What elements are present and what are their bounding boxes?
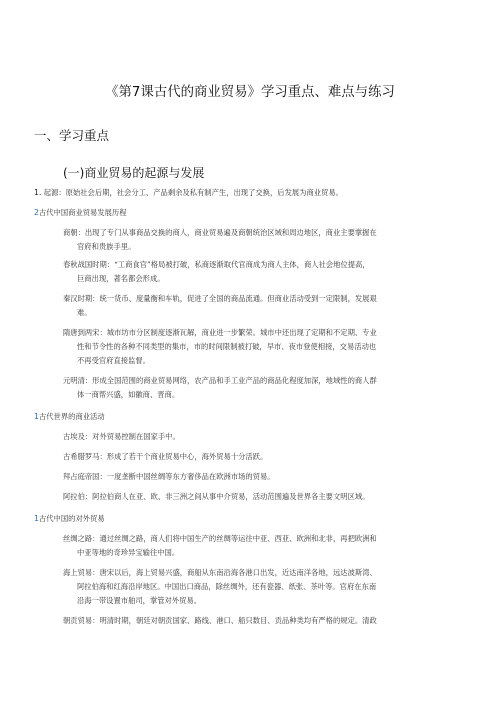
paragraph-line: 中亚等地的奇珍异宝输往中国。 [77, 548, 180, 557]
list-text: 古代世界的商业活动 [38, 412, 105, 421]
list-item-1 [34, 188, 343, 198]
paragraph-line: 沿海一带设置市舶司，掌管对外贸易。 [77, 596, 202, 605]
document-title: 《第7课古代的商业贸易》学习重点、难点与练习 [105, 85, 395, 100]
subsection-heading: (一)商业贸易的起源与发展 [63, 166, 205, 180]
paragraph-line: 春秋战国时期：“工商食官”格局被打破，私商逐渐取代官商成为商人主体，商人社会地位提高， [63, 260, 370, 269]
paragraph-line: 难。 [77, 308, 92, 317]
paragraph-line: 官府和贵族手里。 [77, 242, 136, 251]
list-number: 1 [34, 412, 39, 421]
paragraph-line: 拜占庭帝国：一度垄断中国丝绸等东方奢侈品在欧洲市场的贸易。 [63, 472, 275, 481]
paragraph-line: 古希腊罗马：形成了若干个商业贸易中心，海外贸易十分活跃。 [63, 452, 268, 461]
paragraph-line: 阿拉伯：阿拉伯商人在亚、欧、非三洲之间从事中介贸易，活动范围遍及世界各主要文明区域。 [63, 492, 370, 501]
paragraph-line: 隋唐到两宋：城市坊市分区制度逐渐瓦解，商业进一步繁荣。城市中还出现了定期和不定期、专业 [63, 328, 377, 337]
list-item-4 [34, 514, 105, 524]
list-number: 1 [34, 514, 39, 523]
list-text: 古代中国商业贸易发展历程 [38, 208, 127, 217]
paragraph-line: 体一商帮兴盛，如徽商、晋商。 [77, 390, 180, 399]
list-item-3 [34, 412, 105, 422]
list-number: 1. [34, 188, 42, 197]
section-heading: 一、学习重点 [34, 128, 110, 143]
paragraph-line: 丝绸之路：通过丝绸之路，商人们将中国生产的丝绸等运往中亚、西亚、欧洲和北非，再把欧洲和 [63, 534, 377, 543]
paragraph-line: 巨商出现，著名都会形成。 [77, 274, 165, 283]
paragraph-line: 不再受官府直接监督。 [77, 356, 150, 365]
list-item-2 [34, 208, 127, 218]
list-number: 2 [34, 208, 39, 217]
paragraph-line: 秦汉时期：统一货币、度量衡和车轨，促进了全国的商品流通。但商业活动受到一定限制，发展艰 [63, 294, 377, 303]
paragraph-line: 阿拉伯海和红海沿岸地区。中国出口商品，除丝绸外，还有瓷器、纸张、茶叶等。官府在东南 [77, 582, 377, 591]
paragraph-line: 朝贡贸易：明清时期，朝廷对朝贡国家、路线、港口、船只数目、贡品种类均有严格的规定。清政 [63, 616, 377, 625]
paragraph-line: 性和节令性的各种不同类型的集市，市的时间限制被打破，早市、夜市登使相接，交易活动也 [77, 342, 377, 351]
paragraph-line: 海上贸易：唐宋以后，海上贸易兴盛，商船从东南沿海各港口出发，近达南洋各地，远达波斯湾、 [63, 568, 377, 577]
paragraph-line: 元明清：形成全国范围的商业贸易网络，农产品和手工业产品的商品化程度加深，地域性的商人群 [63, 376, 377, 385]
list-text: 起源：原始社会后期，社会分工、产品剩余及私有制产生，出现了交换，后发展为商业贸易。 [43, 188, 343, 197]
paragraph-line: 商朝：出现了专门从事商品交换的商人，商业贸易遍及商朝统治区域和周边地区，商业主要掌握在 [63, 228, 377, 237]
list-text: 古代中国的对外贸易 [38, 514, 105, 523]
paragraph-line: 古埃及：对外贸易控制在国家手中。 [63, 432, 180, 441]
